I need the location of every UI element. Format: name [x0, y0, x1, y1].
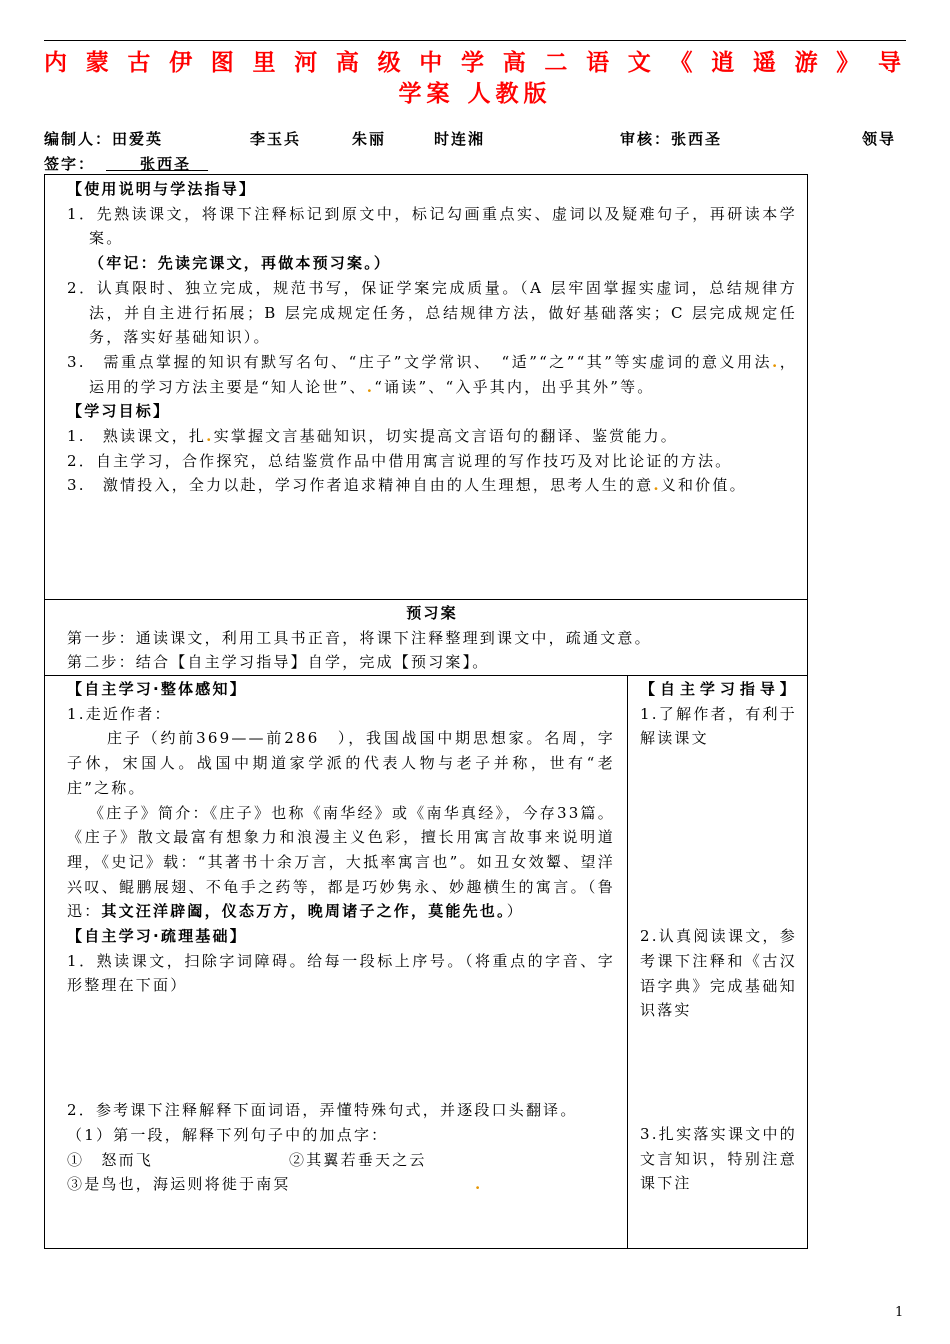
overall-heading: 【自主学习·整体感知】	[67, 680, 247, 698]
page-title	[44, 48, 906, 110]
preview-step-2: 第二步：结合【自主学习指导】自学，完成【预习案】。	[67, 653, 490, 672]
guide-item-2: 2．认真限时、独立完成，规范书写，保证学案完成质量。（A 层牢固掌握实虚词，总结规律方法，并自主进行拓展；B 层完成规定任务，总结规律方法，做好基础落实；C 层完成规定任务，落实好基础知识）。	[67, 278, 797, 347]
study-guide-cell	[627, 675, 808, 1249]
side-note-2: 2.认真阅读课文，参考课下注释和《古汉语字典》完成基础知识落实	[640, 927, 797, 1020]
author-text: 庄子（约前369——前286 ），我国战国中期思想家。名周，字子休，宋国人。战国中期道家学派的代表人物与老子并称，世有“老庄”之称。	[67, 729, 615, 797]
preview-box	[44, 599, 808, 676]
goal-2: 2．自主学习，合作探究，总结鉴赏作品中借用寓言说理的写作技巧及对比论证的方法。	[67, 451, 733, 470]
sign-name	[106, 153, 208, 174]
guide-heading: 【使用说明与学法指导】	[67, 180, 257, 198]
sentence-row-2	[67, 1172, 615, 1197]
sign-name-text: 张西圣	[140, 155, 192, 173]
book-intro-text: 《庄子》简介：《庄子》也称《南华经》或《南华真经》，今存33篇。《庄子》散文最富有想象力和浪漫主义色彩，擅长用寓言故事来说明道理，《史记》载：“其著书十余万言，大抵率寓言也”。如丑女效颦、望洋兴叹、鲲鹏展翅、不龟手之药等，都是巧妙隽永、妙趣横生的寓言。（鲁迅：	[67, 803, 615, 921]
guide-item-3: 3. 需重点掌握的知识有默写名句、“庄子”文学常识、 “适”“之”“其”等实虚词的意义用法.，运用的学习方法主要是“知人论世”、.“诵读”、“入乎其内，出乎其外”等。	[67, 352, 797, 396]
editors-row	[44, 128, 906, 150]
side-heading: 【自主学习指导】	[640, 680, 797, 698]
answer-space-1	[67, 998, 615, 1098]
book-intro-end: ）	[506, 902, 524, 921]
goal-heading: 【学习目标】	[67, 402, 171, 421]
editor-3: 朱丽	[352, 130, 387, 148]
goal-3: 3. 激情投入，全力以赴，学习作者追求精神自由的人生理想，思考人生的意.义和价值。	[67, 476, 747, 495]
title-line-2: 学案 人教版	[398, 81, 552, 107]
guide-item-1: 1．先熟读课文，将课下注释标记到原文中，标记勾画重点实、虚词以及疑难句子，再研读本学案。	[67, 204, 797, 248]
editor-2: 李玉兵	[250, 130, 302, 148]
guide-remember: （牢记：先读完课文，再做本预习案。）	[89, 254, 392, 273]
sign-label: 签字：	[44, 155, 96, 173]
book-intro-quote: 其文汪洋辟阖，仪态万方，晚周诸子之作，莫能先也。	[101, 902, 507, 921]
side-gap-1	[640, 751, 797, 924]
editors-label: 编制人：田爱英	[44, 130, 164, 148]
goal-1: 1. 熟读课文，扎.实掌握文言基础知识，切实提高文言语句的翻译、鉴赏能力。	[67, 427, 678, 446]
reviewer: 审核：张西圣	[620, 130, 723, 148]
side-note-1: 1.了解作者，有利于解读课文	[640, 704, 797, 748]
sentence-2: ②其翼若垂天之云	[289, 1150, 427, 1169]
question-1: 1．熟读课文，扫除字词障碍。给每一段标上序号。（将重点的字音、字形整理在下面）	[67, 951, 615, 995]
leader-label: 领导	[862, 130, 897, 148]
page-number: 1	[895, 1305, 904, 1320]
guide-item-3-b: ，运用的学习方法主要是“知人论世”、	[89, 352, 797, 396]
author-label: 1.走近作者：	[67, 704, 172, 723]
guide-box	[44, 174, 808, 600]
top-rule	[44, 40, 906, 41]
goal-3-b: 义和价值。	[660, 476, 747, 495]
question-2: 2．参考课下注释解释下面词语，弄懂特殊句式，并逐段口头翻译。	[67, 1101, 578, 1120]
title-line-1: 内蒙古伊图里河高级中学高二语文《逍遥游》导	[44, 50, 906, 76]
sentence-row-1	[67, 1148, 615, 1173]
study-main-cell	[44, 675, 628, 1249]
goal-1-b: 实掌握文言基础知识，切实提高文言语句的翻译、鉴赏能力。	[213, 427, 678, 446]
guide-item-3-c: “诵读”、“入乎其内，出乎其外”等。	[374, 377, 655, 396]
guide-item-3-a: 3. 需重点掌握的知识有默写名句、“庄子”文学常识、 “适”“之”“其”等实虚词的意义用法	[67, 352, 773, 371]
goal-1-a: 1. 熟读课文，扎	[67, 427, 207, 446]
sentence-3: ③是鸟也，海运则将徙于南冥	[67, 1175, 291, 1194]
editor-4: 时连湘	[434, 130, 486, 148]
marker-dot: .	[475, 1175, 483, 1194]
question-2-1: （1）第一段，解释下列句子中的加点字：	[67, 1125, 389, 1144]
goal-3-a: 3. 激情投入，全力以赴，学习作者追求精神自由的人生理想，思考人生的意	[67, 476, 654, 495]
preview-heading: 预习案	[406, 604, 458, 622]
preview-step-1: 第一步：通读课文，利用工具书正音，将课下注释整理到课文中，疏通文意。	[67, 628, 652, 647]
book-intro	[67, 801, 615, 925]
basics-heading: 【自主学习·疏理基础】	[67, 927, 247, 946]
sentence-1: ① 怒而飞	[67, 1150, 154, 1169]
side-gap-2	[640, 1023, 797, 1122]
signature-row	[44, 153, 906, 175]
side-note-3: 3.扎实落实课文中的文言知识，特别注意课下注	[640, 1124, 797, 1193]
